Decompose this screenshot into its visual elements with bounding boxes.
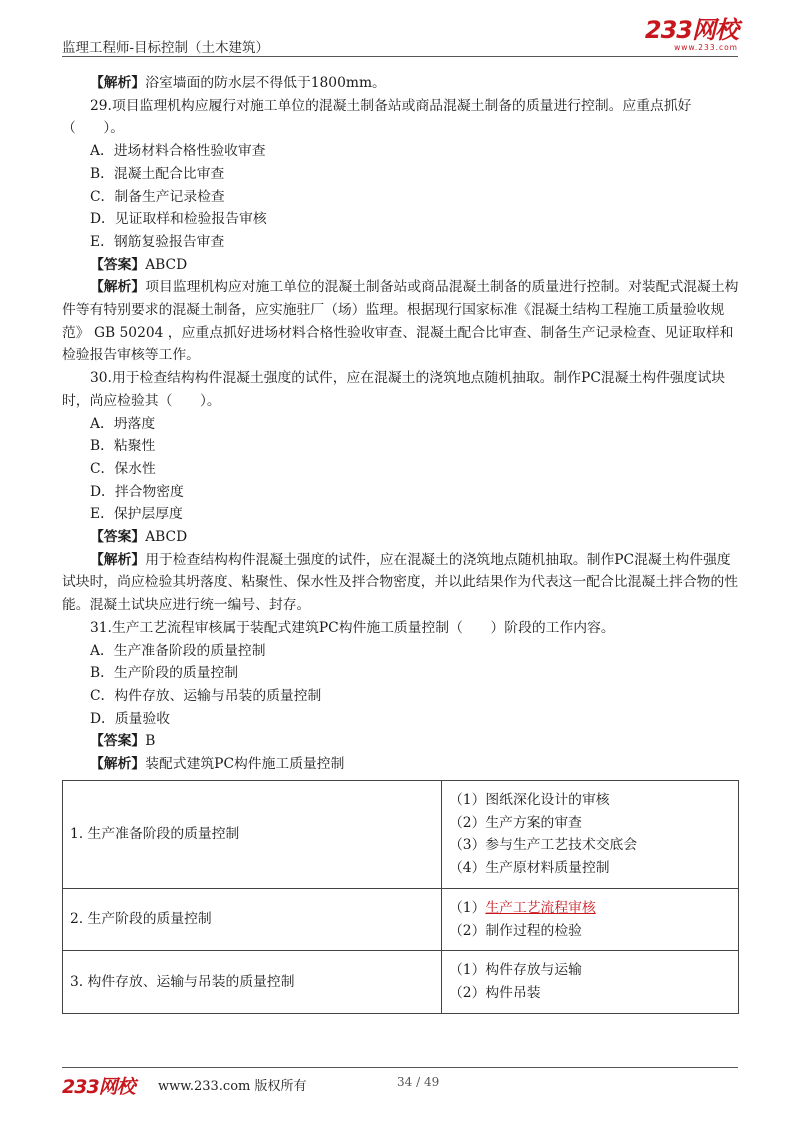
- q31-answer: [62, 730, 740, 753]
- document-body: [62, 72, 740, 776]
- brand-logo[interactable]: [645, 18, 738, 52]
- q29-option-a: A．进场材料合格性验收审查: [90, 143, 266, 160]
- items-cell: [442, 781, 739, 889]
- answer-value: ABCD: [145, 256, 188, 273]
- header-divider: [62, 56, 738, 57]
- logo-main-text: 233网校: [644, 16, 738, 44]
- q29-option-c: C．制备生产记录检查: [90, 188, 225, 205]
- stage-cell: 2. 生产阶段的质量控制: [63, 888, 442, 950]
- q31-option-d: D．质量验收: [90, 710, 171, 727]
- table-row: [63, 951, 739, 1013]
- list-item: （4）生产原材料质量控制: [449, 860, 610, 877]
- analysis-label: 【解析】: [90, 756, 146, 773]
- items-cell: [442, 951, 739, 1013]
- items-cell: [442, 888, 739, 950]
- q30-analysis: [62, 549, 740, 617]
- q29-stem: 29.项目监理机构应履行对施工单位的混凝土制备站或商品混凝土制备的质量进行控制。应重点抓好（ ）。: [62, 97, 692, 137]
- q31-stem: 31.生产工艺流程审核属于装配式建筑PC构件施工质量控制（ ）阶段的工作内容。: [90, 619, 615, 636]
- q29-answer: [62, 254, 740, 277]
- list-item: （1）构件存放与运输: [449, 962, 582, 979]
- table-row: [63, 781, 739, 889]
- list-item: [449, 897, 730, 920]
- q30-stem: 30.用于检查结构构件混凝土强度的试件，应在混凝土的浇筑地点随机抽取。制作PC混凝土构件强度试块时，尚应检验其（ ）。: [62, 370, 726, 409]
- q31-analysis: [62, 753, 740, 776]
- analysis-label: 【解析】: [90, 551, 146, 568]
- answer-label: 【答案】: [90, 256, 146, 273]
- page-footer: [62, 1072, 738, 1096]
- q29-option-d: D．见证取样和检验报告审核: [90, 211, 267, 228]
- list-item: （2）构件吊装: [449, 984, 541, 1001]
- list-item: （2）制作过程的检验: [449, 922, 582, 939]
- answer-label: 【答案】: [90, 733, 146, 750]
- analysis-text: 项目监理机构应对施工单位的混凝土制备站或商品混凝土制备的质量进行控制。对装配式混凝土构件等有特别要求的混凝土制备，应实施驻厂（场）监理。根据现行国家标准《混凝土结构工程施工质量验收规范》 GB 50204 ，应重点抓好进场材料合格性验收审查、混凝土配合比审查、制备生产记录检查、见证取样和检验报告审核等工作。: [62, 279, 739, 364]
- list-item: （2）生产方案的审查: [449, 814, 582, 831]
- answer-label: 【答案】: [90, 529, 146, 546]
- q28-analysis: [62, 72, 740, 95]
- list-item-prefix: （1）: [449, 899, 486, 916]
- q30-answer: [62, 526, 740, 549]
- q31-option-c: C．构件存放、运输与吊装的质量控制: [90, 687, 322, 704]
- page-header: [62, 0, 738, 58]
- document-title: 监理工程师-目标控制（土木建筑）: [62, 40, 270, 56]
- q30-option-b: B．粘聚性: [90, 438, 156, 455]
- q30-option-d: D．拌合物密度: [90, 483, 184, 500]
- q30-option-a: A．坍落度: [90, 415, 156, 432]
- analysis-text: 用于检查结构构件混凝土强度的试件，应在混凝土的浇筑地点随机抽取。制作PC混凝土构件强度试块时，尚应检验其坍落度、粘聚性、保水性及拌合物密度，并以此结果作为代表这一配合比混凝土拌合物的性能。混凝土试块应进行统一编号、封存。: [62, 551, 739, 614]
- q29-analysis: [62, 276, 740, 367]
- q29-option-b: B．混凝土配合比审查: [90, 165, 225, 182]
- footer-divider: [62, 1067, 738, 1068]
- q29-option-e: E．钢筋复验报告审查: [90, 233, 225, 250]
- copyright-text: www.233.com 版权所有: [158, 1079, 307, 1094]
- page-number: 34 / 49: [397, 1075, 440, 1089]
- table-row: [63, 888, 739, 950]
- q30-option-e: E．保护层厚度: [90, 506, 183, 523]
- pc-quality-control-table: [62, 780, 739, 1014]
- highlighted-term: 生产工艺流程审核: [485, 899, 596, 916]
- list-item: （1）图纸深化设计的审核: [449, 792, 610, 808]
- q31-option-b: B．生产阶段的质量控制: [90, 665, 239, 682]
- logo-url-text: www.233.com: [674, 43, 738, 52]
- stage-cell: 1. 生产准备阶段的质量控制: [63, 781, 442, 889]
- stage-cell: 3. 构件存放、运输与吊装的质量控制: [63, 951, 442, 1013]
- analysis-text: 装配式建筑PC构件施工质量控制: [145, 756, 345, 773]
- footer-logo[interactable]: 233网校: [62, 1076, 135, 1098]
- answer-value: ABCD: [145, 529, 188, 546]
- analysis-label: 【解析】: [90, 279, 146, 296]
- answer-value: B: [145, 733, 156, 750]
- analysis-label: 【解析】: [90, 75, 146, 91]
- analysis-text: 浴室墙面的防水层不得低于1800mm。: [145, 75, 386, 91]
- q30-option-c: C．保水性: [90, 460, 156, 477]
- q31-option-a: A．生产准备阶段的质量控制: [90, 642, 266, 659]
- list-item: （3）参与生产工艺技术交底会: [449, 837, 638, 854]
